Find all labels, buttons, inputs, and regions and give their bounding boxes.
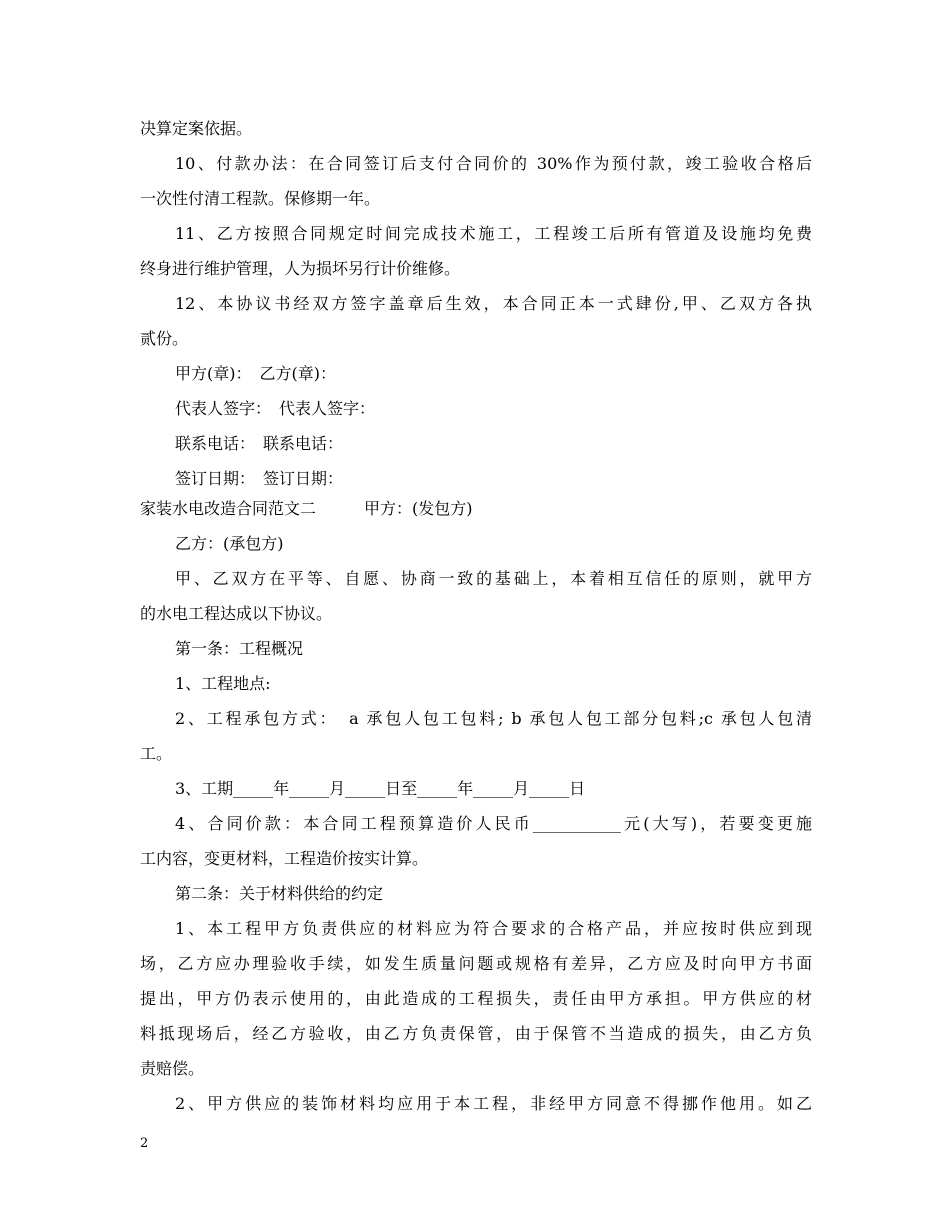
signature-line-phone: 联系电话： 联系电话： bbox=[175, 434, 344, 453]
text-line: 一次性付清工程款。保修期一年。 bbox=[140, 189, 381, 208]
text-line: 甲、乙双方在平等、自愿、协商一致的基础上，本着相互信任的原则，就甲方 bbox=[175, 569, 812, 588]
text-line: 工内容，变更材料，工程造价按实计算。 bbox=[140, 849, 429, 868]
signature-line-representative: 代表人签字： 代表人签字： bbox=[175, 399, 376, 418]
article-heading: 第一条：工程概况 bbox=[175, 639, 304, 658]
text-line: 提出，甲方仍表示使用的，由此造成的工程损失，责任由甲方承担。甲方供应的材 bbox=[140, 989, 812, 1008]
text-line: 料抵现场后，经乙方验收，由乙方负责保管，由于保管不当造成的损失，由乙方负 bbox=[140, 1024, 812, 1043]
text-line: 1、本工程甲方负责供应的材料应为符合要求的合格产品，并应按时供应到现 bbox=[175, 919, 812, 938]
text-line: 11、乙方按照合同规定时间完成技术施工，工程竣工后所有管道及设施均免费 bbox=[175, 224, 812, 243]
text-line: 4、合同价款：本合同工程预算造价人民币___________元(大写)，若要变更施 bbox=[175, 814, 812, 833]
section-heading: 家装水电改造合同范文二 甲方：(发包方) bbox=[140, 499, 473, 518]
text-line: 2、甲方供应的装饰材料均应用于本工程，非经甲方同意不得挪作他用。如乙 bbox=[175, 1094, 812, 1113]
article-heading: 第二条：关于材料供给的约定 bbox=[175, 884, 384, 903]
text-line: 10、付款办法：在合同签订后支付合同价的 30%作为预付款，竣工验收合格后 bbox=[175, 154, 812, 173]
text-line: 乙方：(承包方) bbox=[175, 534, 284, 553]
text-line: 12、本协议书经双方签字盖章后生效，本合同正本一式肆份,甲、乙双方各执 bbox=[175, 294, 812, 313]
text-line: 责赔偿。 bbox=[140, 1059, 205, 1078]
text-line: 3、工期_____年_____月_____日至_____年_____月_____日 bbox=[175, 779, 586, 798]
text-line: 场，乙方应办理验收手续，如发生质量问题或规格有差异，乙方应及时向甲方书面 bbox=[140, 954, 812, 973]
text-line: 贰份。 bbox=[140, 329, 189, 348]
text-line: 的水电工程达成以下协议。 bbox=[140, 604, 333, 623]
text-line: 1、工程地点: bbox=[175, 674, 271, 693]
signature-line-date: 签订日期： 签订日期： bbox=[175, 469, 344, 488]
page-number: 2 bbox=[140, 1136, 149, 1151]
signature-line-party: 甲方(章)： 乙方(章)： bbox=[175, 364, 336, 383]
text-line: 2、工程承包方式： a 承包人包工包料; b 承包人包工部分包料;c 承包人包清 bbox=[175, 709, 812, 728]
text-line: 决算定案依据。 bbox=[140, 119, 253, 138]
text-line: 终身进行维护管理，人为损坏另行计价维修。 bbox=[140, 259, 461, 278]
text-line: 工。 bbox=[140, 744, 173, 763]
